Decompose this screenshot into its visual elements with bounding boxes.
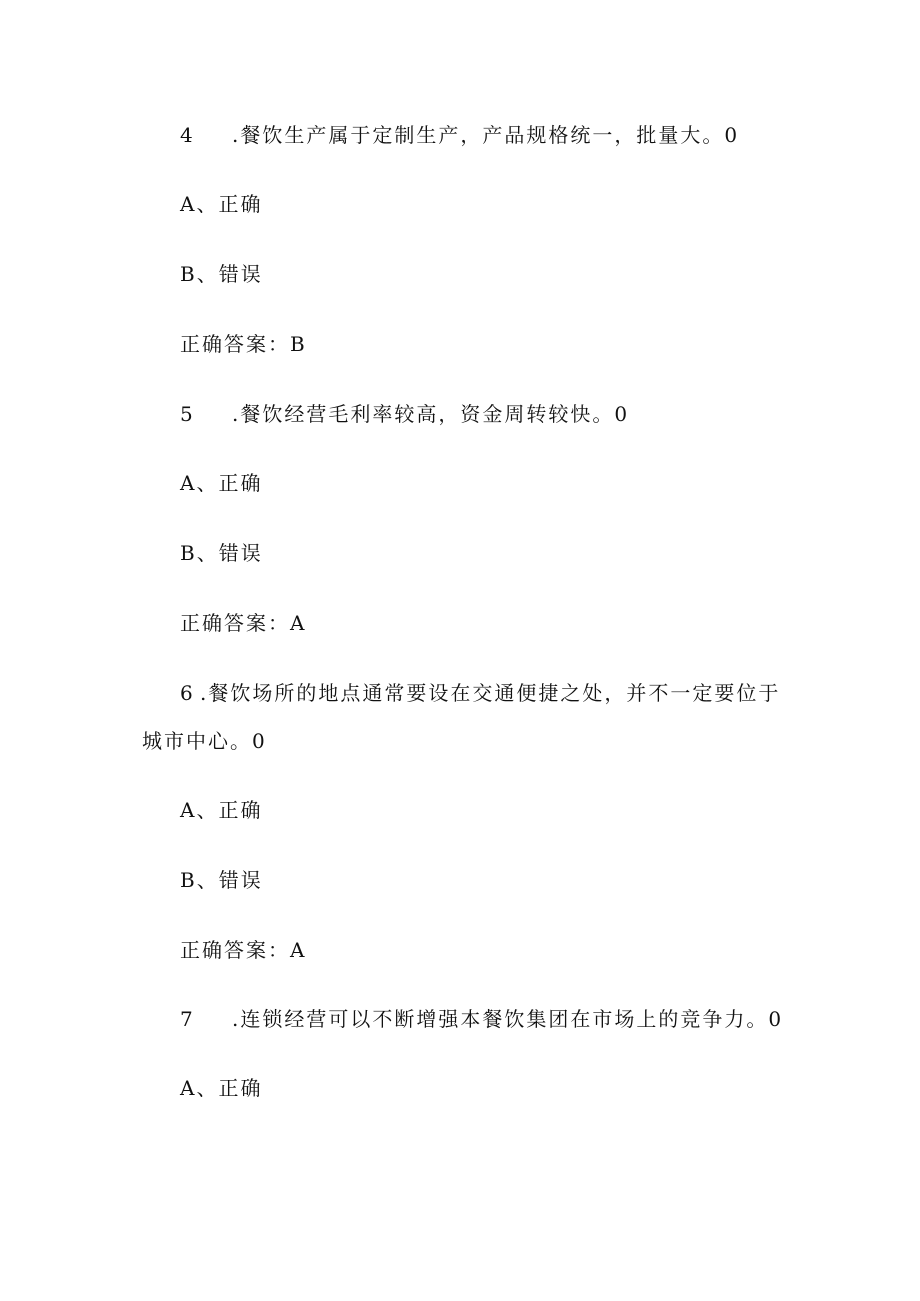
- question-text: .连锁经营可以不断增强本餐饮集团在市场上的竞争力。0: [232, 1007, 784, 1031]
- answer-label: 正确答案：: [180, 938, 290, 962]
- answer-label: 正确答案：: [180, 611, 290, 635]
- question-7-stem: [180, 1007, 783, 1031]
- answer-value: A: [290, 938, 305, 962]
- question-7-option-a: A、正确: [180, 1076, 263, 1100]
- question-number: 7: [180, 1007, 195, 1031]
- question-number: 5: [180, 402, 195, 426]
- question-4-option-b: B、错误: [180, 262, 263, 286]
- question-text: .餐饮经营毛利率较高，资金周转较快。0: [232, 402, 630, 426]
- question-text: .餐饮生产属于定制生产，产品规格统一，批量大。0: [232, 123, 740, 147]
- question-5-option-a: A、正确: [180, 471, 263, 495]
- question-6-option-a: A、正确: [180, 798, 263, 822]
- question-6-answer: [180, 938, 304, 962]
- answer-value: B: [290, 332, 305, 356]
- question-4-stem: [180, 123, 739, 147]
- question-6-option-b: B、错误: [180, 868, 263, 892]
- question-4-answer: [180, 332, 305, 356]
- question-number: 6: [180, 681, 195, 705]
- question-4-option-a: A、正确: [180, 192, 263, 216]
- question-text: .餐饮场所的地点通常要设在交通便捷之处，并不一定要位于: [200, 681, 781, 705]
- question-number: 4: [180, 123, 195, 147]
- question-5-option-b: B、错误: [180, 541, 263, 565]
- answer-label: 正确答案：: [180, 332, 290, 356]
- question-6-stem-line2: 城市中心。0: [142, 729, 267, 753]
- question-5-answer: [180, 611, 304, 635]
- question-6-stem-line1: [180, 681, 780, 705]
- answer-value: A: [290, 611, 305, 635]
- question-5-stem: [180, 402, 629, 426]
